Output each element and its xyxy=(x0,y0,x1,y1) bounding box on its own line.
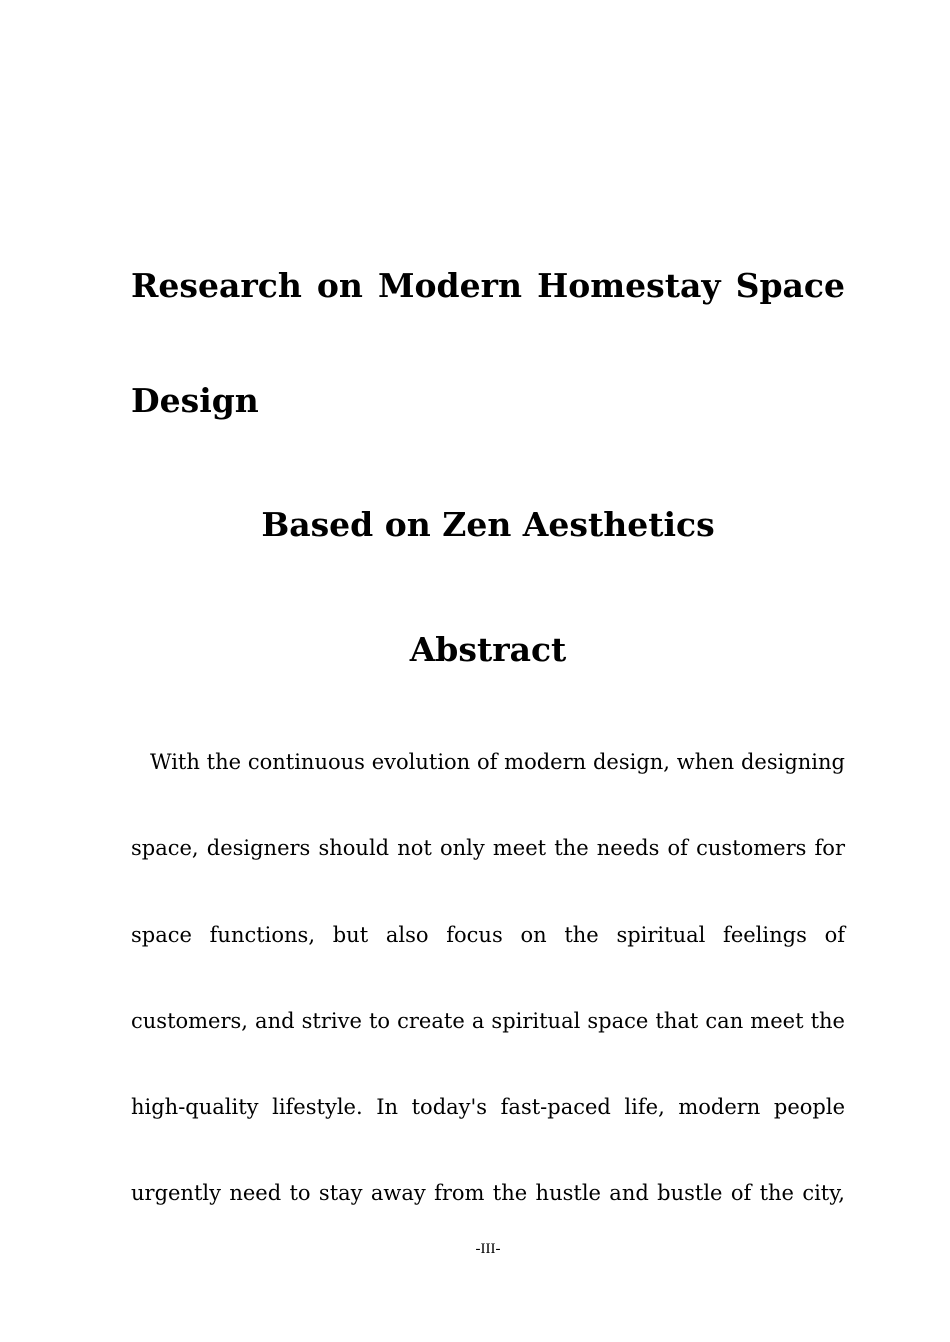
abstract-line-3: space functions, but also focus on the spiritual feelings of xyxy=(131,923,845,947)
abstract-line-1: With the continuous evolution of modern design, when designing xyxy=(150,750,845,774)
title-line-1: Research on Modern Homestay Space xyxy=(131,266,845,305)
abstract-heading: Abstract xyxy=(409,630,567,669)
abstract-line-4: customers, and strive to create a spiritual space that can meet the xyxy=(131,1009,845,1033)
abstract-line-2: space, designers should not only meet the needs of customers for xyxy=(131,836,845,860)
abstract-line-5: high-quality lifestyle. In today's fast-paced life, modern people xyxy=(131,1095,845,1119)
title-line-2: Design xyxy=(131,381,259,420)
subtitle: Based on Zen Aesthetics xyxy=(261,505,715,544)
page-number: -III- xyxy=(475,1241,501,1257)
abstract-line-6: urgently need to stay away from the hustle and bustle of the city, xyxy=(131,1181,845,1205)
